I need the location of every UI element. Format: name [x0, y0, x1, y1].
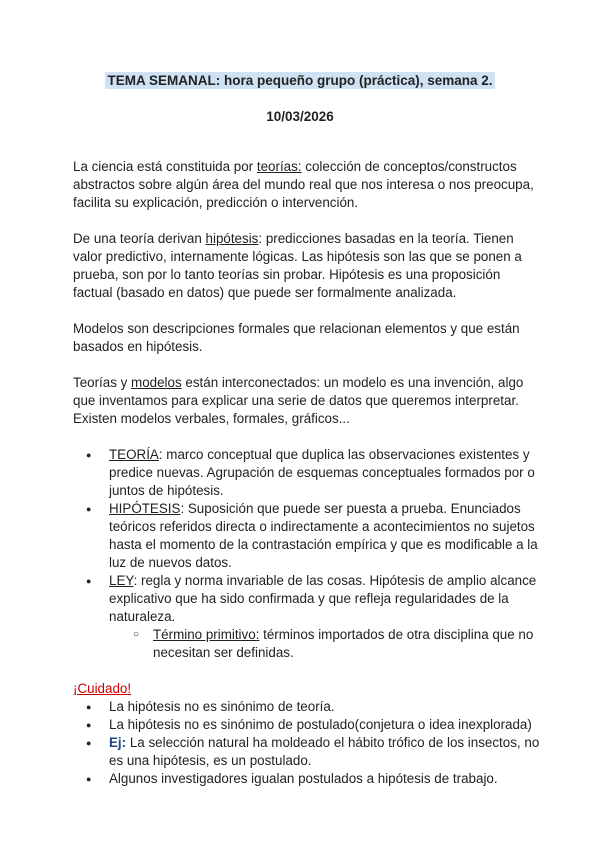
- list-item-termino-primitivo: ○ Término primitivo: términos importados de otra disciplina que no necesitan ser definidas.: [109, 626, 543, 662]
- paragraph-theories-models: Teorías y modelos están interconectados: un modelo es una invención, algo que inventamos para explicar una serie de datos que queremos interpretar. Existen modelos verbales, formales, gráficos...: [73, 375, 524, 426]
- document-date: 10/03/2026: [266, 109, 334, 124]
- term-modelos: modelos: [131, 375, 182, 390]
- warning-heading: ¡Cuidado!: [73, 681, 132, 696]
- term-teorias: teorías:: [256, 159, 302, 174]
- definitions-list: [73, 446, 543, 662]
- document-title: [0, 72, 600, 90]
- list-item-hipotesis: ● HIPÓTESIS: Suposición que puede ser puesta a prueba. Enunciados teóricos referidos directa o indirectamente a acontecimientos no sujetos hasta el momento de la contrastación empírica y que es modificable a la luz de nuevos datos.: [73, 500, 543, 572]
- document-body: [73, 158, 543, 788]
- paragraph-models: Modelos son descripciones formales que relacionan elementos y que están basados en hipótesis.: [73, 321, 520, 354]
- list-item-teoria: ● TEORÍA: marco conceptual que duplica las observaciones existentes y predice nuevas. Agrupación de esquemas conceptuales formados por o juntos de hipótesis.: [73, 446, 543, 500]
- list-item: ● Algunos investigadores igualan postulados a hipótesis de trabajo.: [73, 770, 543, 788]
- paragraph-theories: La ciencia está constituida por teorías: colección de conceptos/constructos abstractos sobre algún área del mundo real que nos interesa o nos preocupa, facilita su explicación, predicción o intervención.: [73, 159, 534, 210]
- paragraph-hypothesis: De una teoría derivan hipótesis: predicciones basadas en la teoría. Tienen valor predictivo, internamente lógicas. Las hipótesis son las que se ponen a prueba, son por lo tanto teorías sin probar. Hipótesis es una proposición factual (basado en datos) que puede ser formalmente analizada.: [73, 231, 522, 300]
- example-label: Ej:: [109, 735, 127, 750]
- list-item: ● La hipótesis no es sinónimo de teoría.: [73, 698, 543, 716]
- term-hipotesis: hipótesis: [205, 231, 259, 246]
- title-highlight: TEMA SEMANAL: hora pequeño grupo (práctica), semana 2.: [107, 73, 493, 88]
- warning-list: [73, 698, 543, 788]
- sub-definitions-list: [109, 626, 543, 662]
- list-item-ley: ● LEY: regla y norma invariable de las cosas. Hipótesis de amplio alcance explicativo que ha sido confirmada y que refleja regularidades de la naturaleza. ○ Término primitivo: términos importados de otra disciplina que no necesitan ser definidas.: [73, 572, 543, 662]
- list-item-example: ● Ej: La selección natural ha moldeado el hábito trófico de los insectos, no es una hipótesis, es un postulado.: [73, 734, 543, 770]
- list-item: ● La hipótesis no es sinónimo de postulado(conjetura o idea inexplorada): [73, 716, 543, 734]
